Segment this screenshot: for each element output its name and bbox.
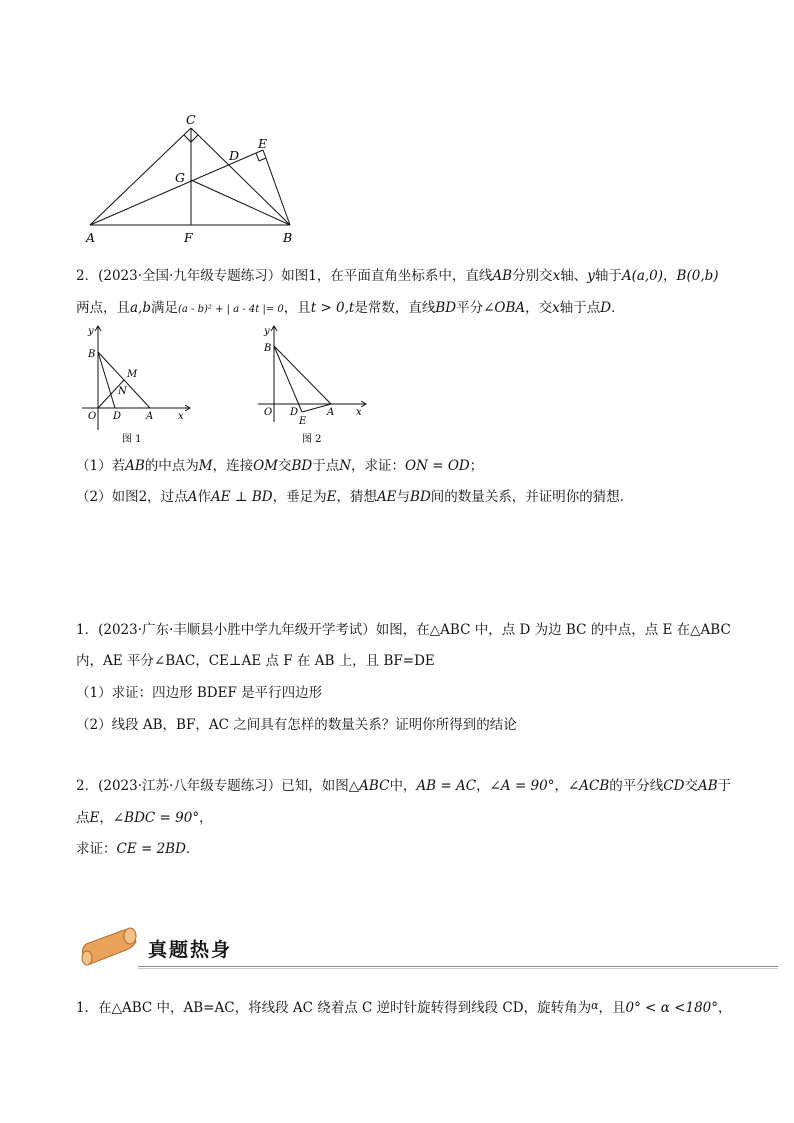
coordinate-figure-1 [78,322,198,448]
text: ， [663,268,677,284]
text: M [198,458,213,474]
text: ，求证： [351,458,406,474]
fig1-N: N [118,386,127,397]
text: (a - b)² + | a - 4t |= 0 [177,304,284,315]
text: 两点，且 [76,300,130,316]
label-C: C [186,112,196,127]
text: BD [410,489,431,505]
fig1-B: B [88,349,96,360]
text: D [600,300,612,316]
triangle-figure [80,108,300,248]
text: 是常数，直线 [354,300,436,316]
text: ∠ACB [567,778,610,794]
text: A(a,0) [621,268,664,284]
text: ， [554,778,568,794]
text: 1．在△ABC 中，AB=AC，将线段 AC 绕着点 C 逆时针旋转得到线段 CD，旋转角为 [76,1000,592,1016]
q2a-line1 [76,266,719,286]
text: ，交 [525,300,553,316]
text: AB [697,778,718,794]
text: 满足 [150,300,178,316]
text: ，猜想 [336,489,377,505]
fig2-A: A [327,407,335,418]
text: ， [718,1000,732,1016]
text: 2．(2023·江苏·八年级专题练习）已知，如图 [76,778,349,794]
text: 分别交 [512,268,553,284]
label-D: D [229,148,240,163]
text: x [552,300,560,316]
text: 平分 [456,300,484,316]
fig1-caption: 图 1 [122,434,142,445]
q2b-line1 [76,776,731,796]
text: AE [376,489,397,505]
text: 交 [277,458,292,474]
fig1-x: x [178,411,184,422]
text: 间的数量关系，并证明你的猜想． [430,489,634,505]
text: 中， [389,778,417,794]
fig2-E: E [299,416,307,427]
q1b-line3: （1）求证：四边形 BDEF 是平行四边形 [76,685,323,701]
fig2-y: y [264,326,270,337]
text: 作 [197,489,211,505]
fig1-A: A [146,411,154,422]
text: ∠OBA [483,300,526,316]
text: 2．(2023·全国·九年级专题练习）如图1，在平面直角坐标系中，直线 [76,268,493,284]
fig1-y: y [88,326,94,337]
text: A [187,489,198,505]
text: a,b [130,300,151,316]
text: AB [125,458,145,474]
text: ． [611,300,625,316]
q2b-line3 [76,839,199,859]
text: ，垂足为 [272,489,327,505]
text: 轴于点 [559,300,601,316]
text: 于 [717,778,732,794]
text: ， [199,810,213,826]
text: BD [291,458,313,474]
fig2-B: B [264,343,272,354]
q2a-sub1 [76,456,483,476]
section-title: 真题热身 [148,939,233,961]
q1b-line2: 内，AE 平分∠BAC，CE⊥AE 点 F 在 AB 上，且 BF=DE [76,653,435,669]
scroll-icon [76,922,146,970]
text: E [326,489,337,505]
fig1-O: O [88,411,97,422]
fig1-M: M [127,369,138,380]
text: ON = OD [405,458,470,474]
text: 交 [684,778,698,794]
section-divider [138,966,778,967]
q1b-line1: 1．(2023·广东·丰顺县小胜中学九年级开学考试）如图，在△ABC 中，点 D 为边 BC 的中点，点 E 在△ABC [76,622,731,638]
label-G: G [175,170,185,185]
text: 0° < α <180° [625,1000,719,1016]
text: CE = 2BD [116,841,186,857]
label-A: A [86,230,96,245]
fig2-x: x [356,407,362,418]
fig1-D: D [113,411,122,422]
text: ， [99,810,113,826]
text: （1）若 [76,458,126,474]
text: ， [476,778,490,794]
text: 轴于 [594,268,622,284]
text: 的平分线 [609,778,664,794]
text: 与 [396,489,411,505]
text: CD [663,778,685,794]
text: ∠A = 90° [489,778,555,794]
coordinate-figure-2 [256,322,376,448]
q2b-line2 [76,808,213,828]
text: AB = AC [416,778,477,794]
text: AB [492,268,513,284]
text: OM [253,458,278,474]
text: α [591,999,599,1012]
text: 轴、 [560,268,588,284]
fig2-D: D [290,407,299,418]
q2a-line2 [76,298,625,320]
label-E: E [258,136,268,151]
text: ，且 [598,1000,626,1016]
text: BD [435,300,457,316]
fig2-caption: 图 2 [302,434,322,445]
text: 于点 [312,458,340,474]
text: E [89,810,100,826]
text: N [339,458,352,474]
label-F: F [184,230,193,245]
fig2-O: O [264,407,273,418]
q1b-line4: （2）线段 AB，BF，AC 之间具有怎样的数量关系？证明你所得到的结论 [76,717,517,733]
q1c-line1 [76,996,732,1018]
text: ． [185,841,200,857]
text: ，且 [283,300,311,316]
text: t > 0,t [310,300,355,316]
label-B: B [283,230,293,245]
text: AE ⊥ BD [210,489,273,505]
text: ； [469,458,484,474]
text: x [552,268,561,284]
text: y [587,268,595,284]
section-divider-shadow [138,968,778,969]
text: ，连接 [212,458,254,474]
text: 求证： [76,841,117,857]
text: △ABC [348,778,390,794]
text: （2）如图2，过点 [76,489,188,505]
text: B(0,b) [676,268,719,284]
text: ∠BDC = 90° [112,810,200,826]
text: 点 [76,810,90,826]
text: 的中点为 [144,458,199,474]
q2a-sub2 [76,487,633,507]
